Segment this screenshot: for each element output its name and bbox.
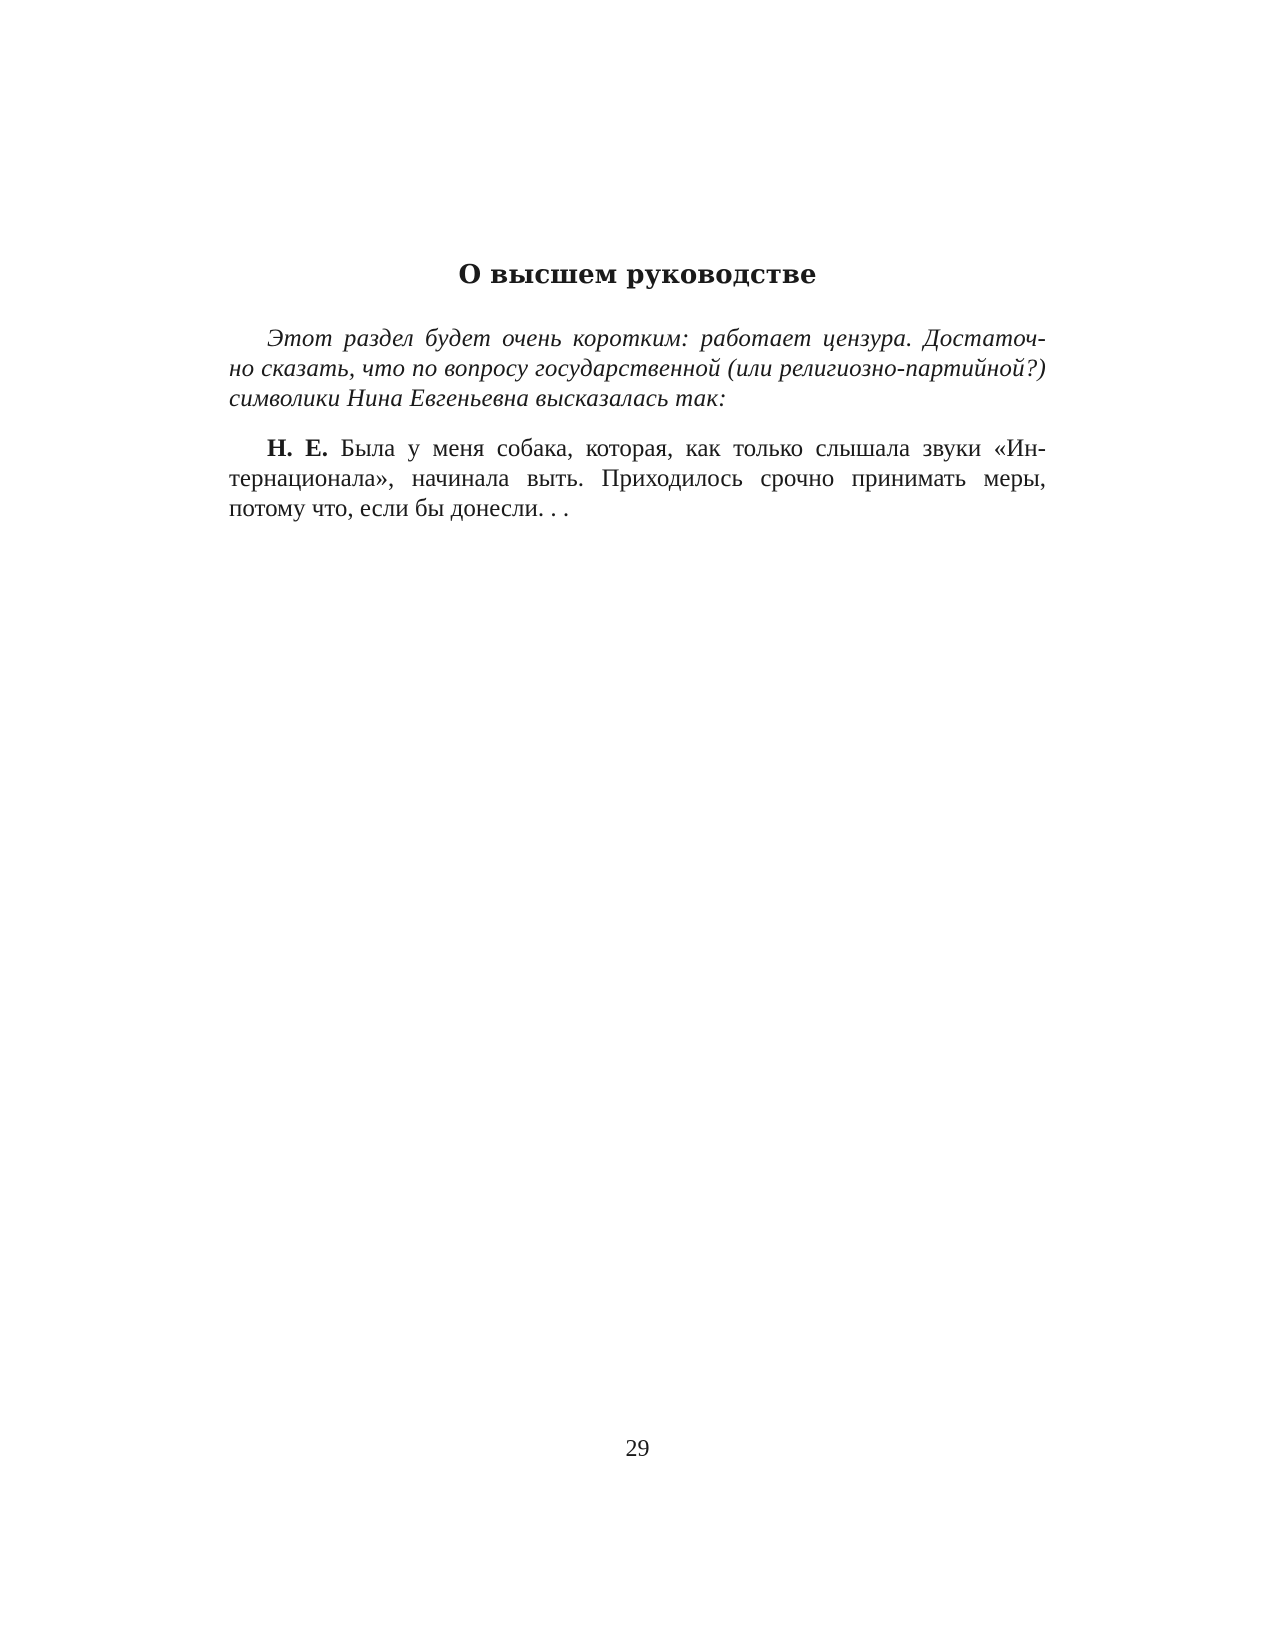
intro-text-3: символики Нина Евгеньевна высказалась так:	[229, 385, 727, 412]
quote-text-2: тернационала», начинала выть. Приходилось срочно принимать меры,	[229, 465, 1046, 492]
intro-text-2: но сказать, что по вопросу государственной (или религиозно-партийной?)	[229, 355, 1046, 382]
speaker-initials: Н. Е.	[267, 435, 329, 462]
intro-text-1: Этот раздел будет очень коротким: работает цензура. Достаточ-	[267, 325, 1046, 352]
quote-text-1: Была у меня собака, которая, как только слышала звуки «Ин-	[340, 435, 1046, 462]
intro-line-1	[229, 324, 1046, 354]
section-title: О высшем руководстве	[458, 260, 817, 290]
page-number: 29	[625, 1436, 650, 1462]
quote-text-3: потому что, если бы донесли. . .	[229, 495, 570, 522]
quote-line-1	[229, 434, 1046, 464]
